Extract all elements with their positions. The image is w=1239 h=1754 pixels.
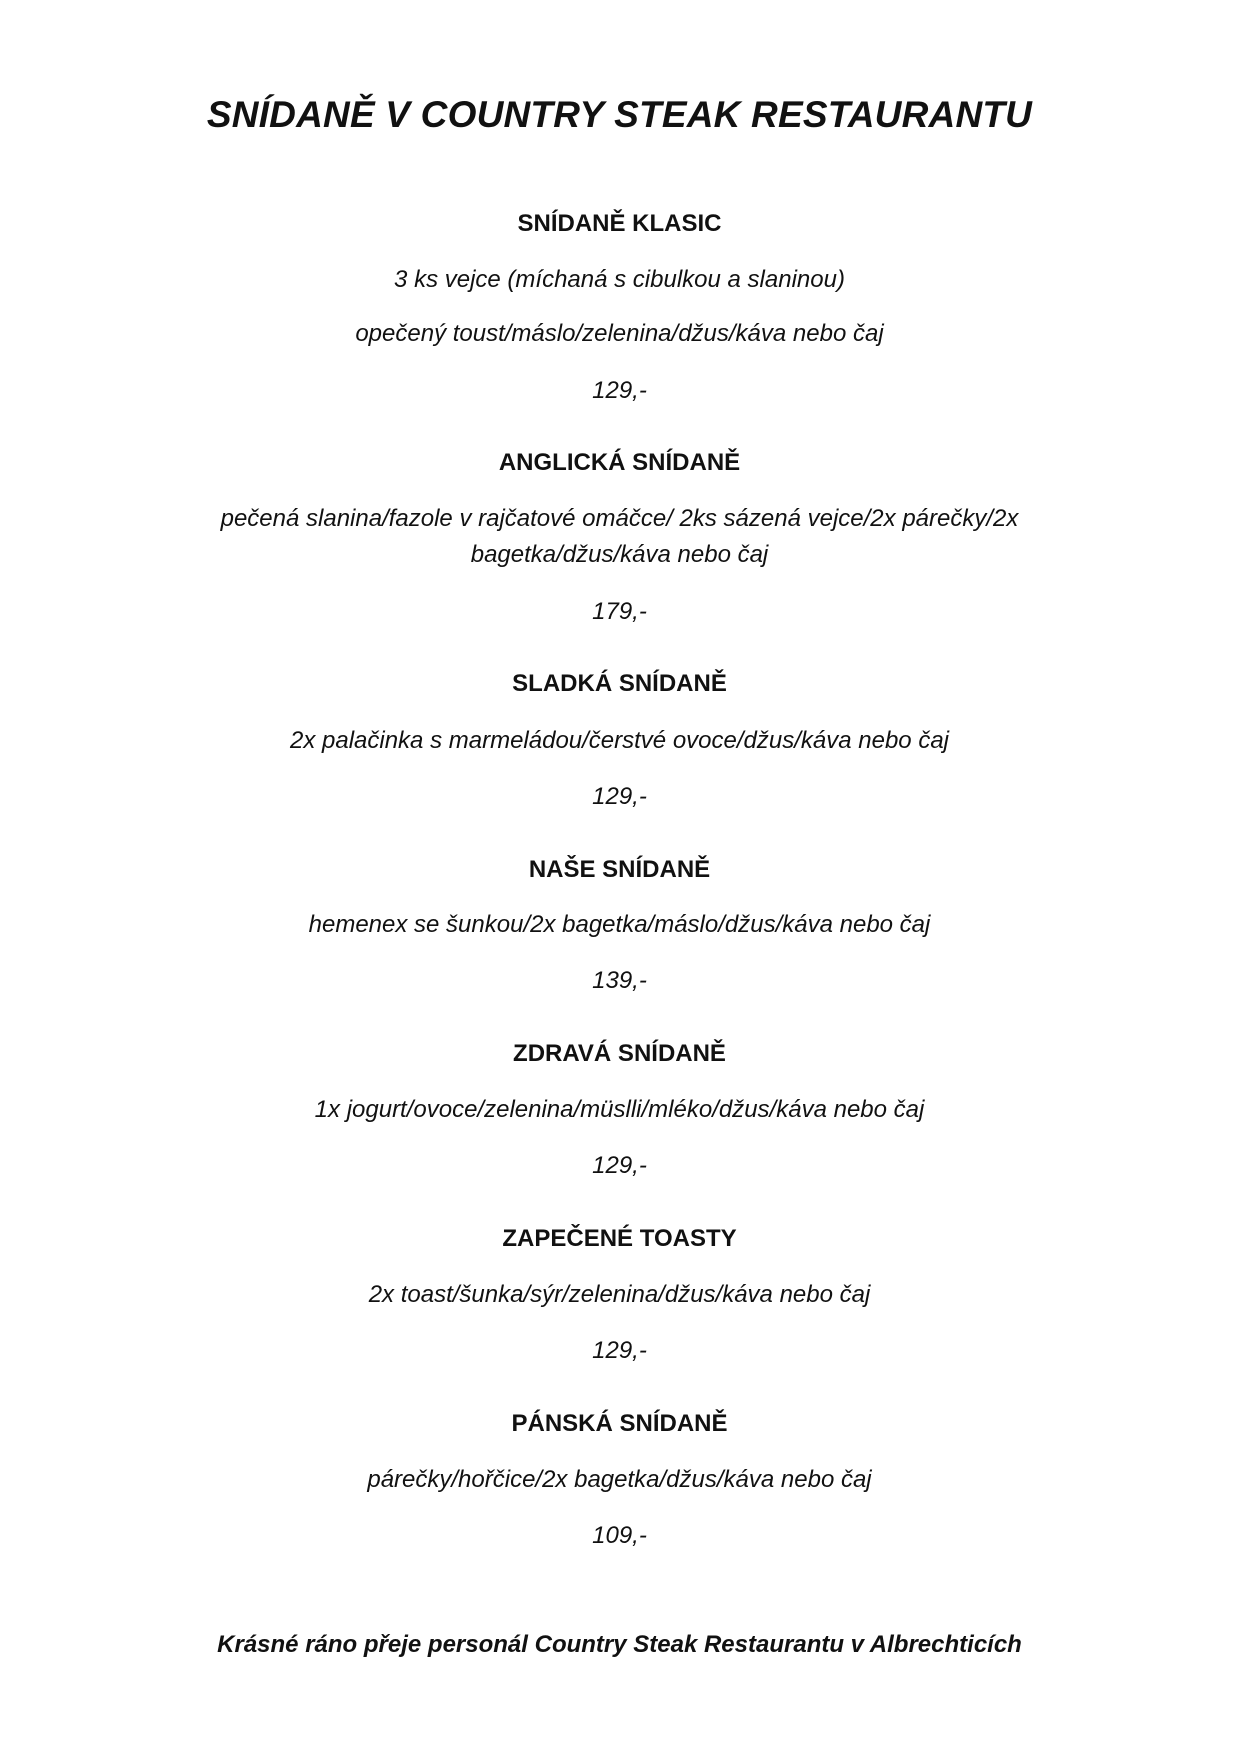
item-price: 139,- — [592, 967, 647, 994]
item-heading: ZDRAVÁ SNÍDANĚ — [513, 1040, 726, 1067]
item-price: 129,- — [592, 1337, 647, 1364]
item-price: 179,- — [592, 598, 647, 625]
item-heading: NAŠE SNÍDANĚ — [528, 856, 711, 883]
item-description: 3 ks vejce (míchaná s cibulkou a slaninou) — [394, 266, 845, 293]
item-heading: ANGLICKÁ SNÍDANĚ — [498, 449, 741, 476]
item-description: 1x jogurt/ovoce/zelenina/müslli/mléko/džus/káva nebo čaj — [314, 1096, 925, 1123]
item-heading: SLADKÁ SNÍDANĚ — [512, 670, 727, 697]
item-price: 129,- — [592, 783, 647, 810]
item-price: 129,- — [592, 377, 647, 404]
item-heading: PÁNSKÁ SNÍDANĚ — [511, 1410, 728, 1437]
item-heading: ZAPEČENÉ TOASTY — [502, 1225, 737, 1252]
page-title: SNÍDANĚ V COUNTRY STEAK RESTAURANTU — [206, 94, 1033, 135]
item-description: hemenex se šunkou/2x bagetka/máslo/džus/káva nebo čaj — [308, 911, 931, 938]
item-description: párečky/hořčice/2x bagetka/džus/káva nebo čaj — [367, 1466, 872, 1493]
item-price: 109,- — [592, 1522, 647, 1549]
footer-note: Krásné ráno přeje personál Country Steak Restaurantu v Albrechticích — [217, 1631, 1022, 1658]
item-description: opečený toust/máslo/zelenina/džus/káva nebo čaj — [355, 320, 884, 347]
item-price: 129,- — [592, 1152, 647, 1179]
item-description: 2x toast/šunka/sýr/zelenina/džus/káva nebo čaj — [368, 1281, 871, 1308]
item-heading: SNÍDANĚ KLASIC — [517, 210, 722, 237]
item-description: pečená slanina/fazole v rajčatové omáčce/ 2ks sázená vejce/2x párečky/2x — [220, 505, 1019, 532]
item-description: bagetka/džus/káva nebo čaj — [470, 541, 769, 568]
item-description: 2x palačinka s marmeládou/čerstvé ovoce/džus/káva nebo čaj — [289, 727, 949, 754]
